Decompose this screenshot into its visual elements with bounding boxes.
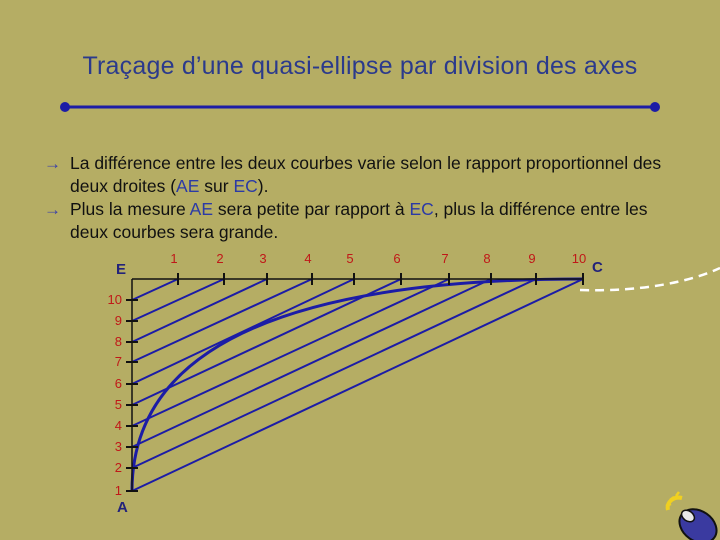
top-division-label: 8 bbox=[483, 251, 491, 266]
left-division-label: 8 bbox=[114, 334, 122, 349]
segment-label-ec: EC bbox=[233, 176, 258, 196]
construction-line bbox=[132, 279, 491, 447]
left-division-label: 4 bbox=[114, 418, 122, 433]
bullet-text: , plus la différence entre les deux courbes sera grande. bbox=[70, 199, 648, 242]
left-division-label: 7 bbox=[114, 354, 122, 369]
left-division-label: 10 bbox=[107, 292, 122, 307]
construction-line bbox=[132, 279, 536, 468]
left-division-label: 9 bbox=[114, 313, 122, 328]
arrow-icon: → bbox=[44, 200, 61, 219]
mouse-icon bbox=[660, 488, 720, 540]
top-division-label: 5 bbox=[346, 251, 354, 266]
division-ticks bbox=[126, 273, 583, 491]
construction-line bbox=[132, 279, 449, 426]
construction-line bbox=[132, 279, 312, 362]
left-division-label: 1 bbox=[114, 483, 122, 498]
arrow-icon: → bbox=[44, 154, 61, 173]
top-division-label: 1 bbox=[170, 251, 178, 266]
bullet-text: Plus la mesure bbox=[70, 199, 190, 219]
construction-lines bbox=[132, 279, 583, 491]
segment-label-ec: EC bbox=[409, 199, 434, 219]
point-label-c: C bbox=[592, 259, 603, 276]
bullet-text: sera petite par rapport à bbox=[213, 199, 410, 219]
top-division-label: 7 bbox=[441, 251, 449, 266]
top-division-label: 3 bbox=[259, 251, 267, 266]
bullet-text: ). bbox=[257, 176, 269, 196]
segment-label-ae: AE bbox=[189, 199, 213, 219]
construction-line bbox=[132, 279, 178, 300]
point-label-a: A bbox=[117, 499, 128, 516]
top-division-label: 2 bbox=[216, 251, 224, 266]
left-division-label: 2 bbox=[114, 460, 122, 475]
top-division-label: 10 bbox=[571, 251, 587, 266]
bullet-text: sur bbox=[199, 176, 234, 196]
left-division-label: 5 bbox=[114, 397, 122, 412]
top-division-label: 4 bbox=[304, 251, 312, 266]
left-division-labels bbox=[108, 292, 122, 498]
top-division-labels bbox=[170, 251, 586, 266]
left-division-label: 3 bbox=[114, 439, 122, 454]
top-division-label: 9 bbox=[528, 251, 536, 266]
slide-title: Traçage d’une quasi-ellipse par division des axes bbox=[82, 52, 638, 80]
bullet-text: La différence entre les deux courbes varie selon le rapport proportionnel des deux droites ( bbox=[70, 153, 662, 196]
segment-label-ae: AE bbox=[176, 176, 200, 196]
left-division-label: 6 bbox=[114, 376, 122, 391]
point-label-e: E bbox=[116, 261, 127, 278]
construction-line bbox=[132, 279, 224, 321]
top-division-label: 6 bbox=[393, 251, 401, 266]
